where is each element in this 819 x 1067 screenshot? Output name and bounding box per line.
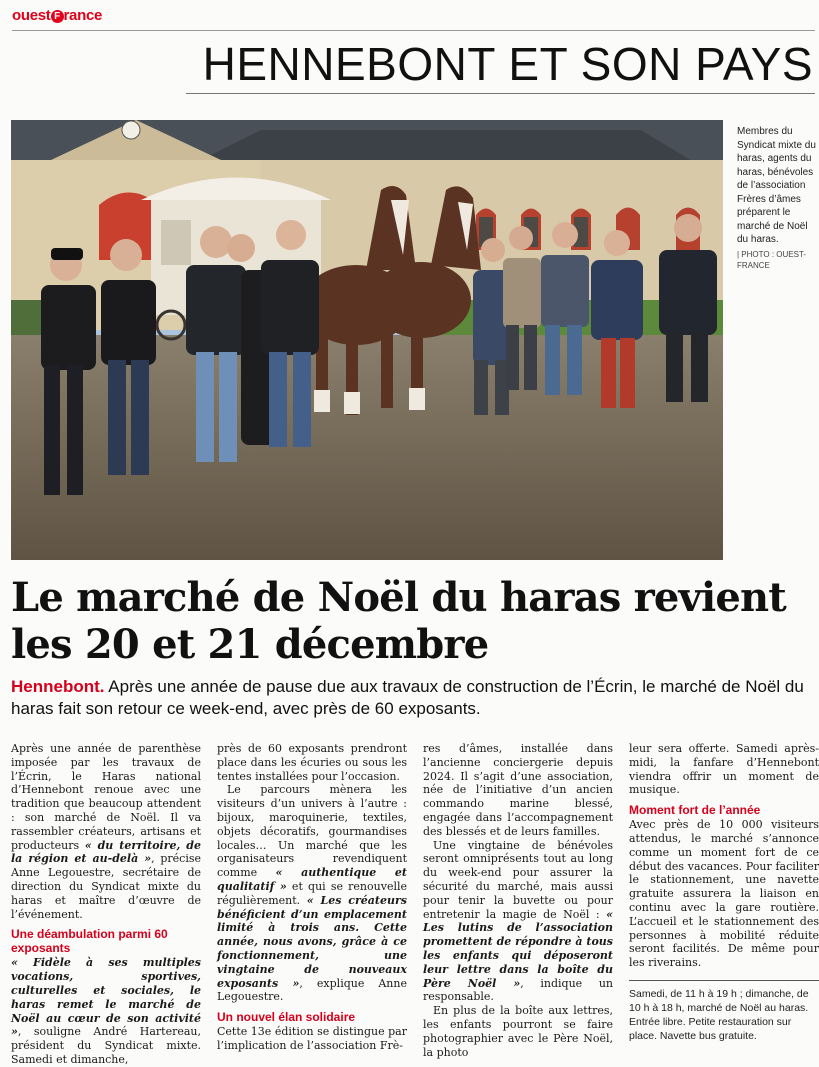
subheading: Un nouvel élan solidaire <box>217 1010 356 1025</box>
paragraph <box>11 956 201 1066</box>
text-run: Une vingtaine de bénévoles seront omniprésents tout au long du week-end pour assurer la sécurité du marché, mais aussi pour tenir la buvette ou pour entretenir la magie de Noël : <box>423 838 613 921</box>
article-lead <box>11 676 811 720</box>
paragraph <box>217 783 407 1004</box>
caption-text: Membres du Syndicat mixte du haras, agents du haras, bénévoles de l’association Frères d’âmes préparent le marché de Noël du haras. <box>737 126 816 245</box>
logo-mark: F <box>51 10 64 23</box>
text-run: , explique Anne Legouestre. <box>217 976 407 1004</box>
text-run: et qui se renouvelle régulièrement. <box>217 879 407 907</box>
paragraph <box>11 742 201 921</box>
photo-caption <box>737 125 819 271</box>
headline-line-1: Le marché de Noël du haras revient <box>11 574 786 621</box>
quote: « Les créateurs bénéficient d’un emplacement limité à trois ans. Cette année, nous avons, grâce à ce fonctionnement, une vingtaine de nouveaux exposants » <box>217 893 407 990</box>
paragraph: res d’âmes, installée dans l’ancienne conciergerie depuis 2024. Il s’agit d’une association, née de l’initiative d’un ancien commando marine blessé, engagée dans l’accompagnement des blessés et de leurs familles. <box>423 742 613 838</box>
top-divider <box>12 30 815 31</box>
quote: « authentique et qualitatif » <box>217 866 407 893</box>
article-headline <box>11 574 811 668</box>
lead-city: Hennebont. <box>11 677 105 696</box>
lead-text: Après une année de pause due aux travaux de construction de l’Écrin, le marché de Noël du haras fait son retour ce week-end, avec près de 60 exposants. <box>11 677 804 718</box>
article-photo <box>11 120 723 560</box>
paragraph: Cette 13e édition se distingue par l’implication de l’association Frè- <box>217 1025 407 1052</box>
text-run: , précise Anne Legouestre, secrétaire de direction du Syndicat mixte du haras et maître d’œuvre de l’événement. <box>11 852 201 921</box>
section-divider <box>186 93 815 94</box>
logo-text-left: ouest <box>12 7 51 24</box>
quote: « Les lutins de l’association promettent de répondre à tous les enfants qui déposeront leur lettre dans la boîte du Père Noël » <box>423 907 613 990</box>
subheading: Une déambulation parmi 60 exposants <box>11 927 168 956</box>
column-3 <box>423 742 613 1059</box>
quote: « du territoire, de la région et au-delà » <box>11 838 201 866</box>
column-4 <box>629 742 819 1043</box>
text-run: , indique un responsable. <box>423 976 613 1004</box>
photo-credit: | PHOTO : OUEST-FRANCE <box>737 249 807 270</box>
quote: « Fidèle à ses multiples vocations, sportives, culturelles et sociales, le haras remet le marché de Noël au cœur de son activité » <box>11 956 201 1039</box>
column-2 <box>217 742 407 1053</box>
logo-text-right: rance <box>63 7 103 24</box>
paragraph: près de 60 exposants prendront place dans les écuries ou sous les tentes installées pour l’occasion. <box>217 742 407 783</box>
paragraph: Avec près de 10 000 visiteurs attendus, le marché s’annonce comme un moment fort de ce début des vacances. Pour faciliter le stationnement, une navette gratuite assurera la liaison en continu avec la gare routière. L’accueil et le stationnement des personnes à mobilité réduite seront facilités. De même pour les riverains. <box>629 818 819 970</box>
ouest-france-logo <box>12 7 102 24</box>
paragraph: En plus de la boîte aux lettres, les enfants pourront se faire photographier avec le Père Noël, la photo <box>423 1004 613 1059</box>
practical-info: Samedi, de 11 h à 19 h ; dimanche, de 10 h à 18 h, marché de Noël au haras. Entrée libre. Petite restauration sur place. Navette bus gratuite. <box>629 980 819 1043</box>
subheading: Moment fort de l’année <box>629 803 761 818</box>
section-title: HENNEBONT ET SON PAYS <box>202 38 813 90</box>
column-1 <box>11 742 201 1067</box>
paragraph: leur sera offerte. Samedi après-midi, la fanfare d’Hennebont viendra offrir un moment de musique. <box>629 742 819 797</box>
paragraph <box>423 839 613 1005</box>
text-run: , souligne André Hartereau, président du Syndicat mixte. Samedi et dimanche, <box>11 1025 201 1066</box>
text-run: Après une année de parenthèse imposée par les travaux de l’Écrin, le Haras national d’Hennebont renoue avec une tradition que beaucoup attendent : son marché de Noël. Il va rassembler créateurs, artisans et producteurs <box>11 742 201 852</box>
headline-line-2: les 20 et 21 décembre <box>11 621 489 668</box>
text-run: Le parcours mènera les visiteurs d’un univers à l’autre : bijoux, maroquinerie, textiles, objets décoratifs, gourmandises locales… Un marché que les organisateurs revendiquent comme <box>217 783 407 880</box>
